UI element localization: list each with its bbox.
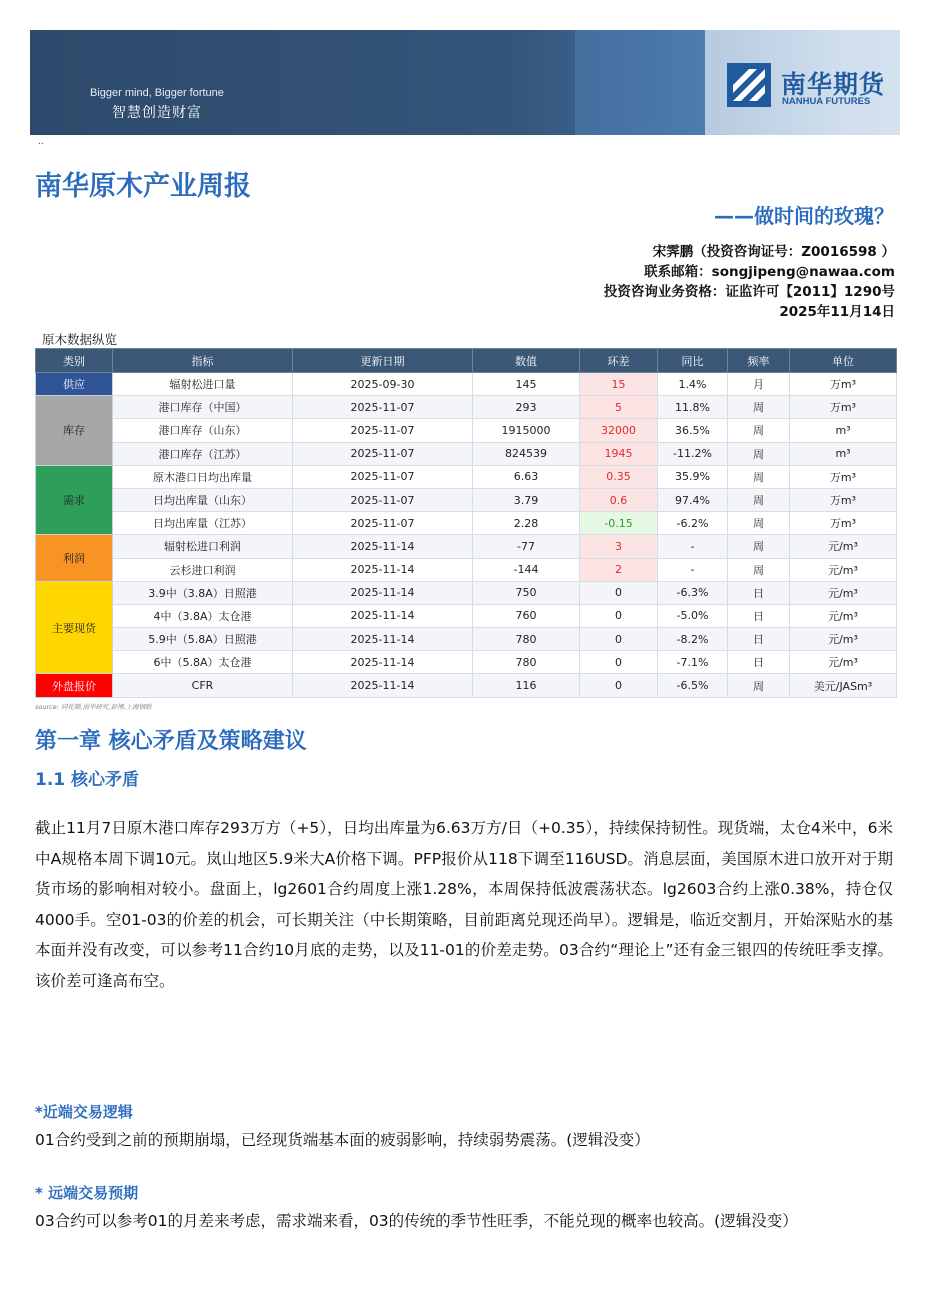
frequency-cell: 日 xyxy=(728,628,790,651)
unit-cell: 万m³ xyxy=(790,512,897,535)
change-cell: 0 xyxy=(580,628,658,651)
category-cell: 供应 xyxy=(36,373,113,396)
table-row xyxy=(36,581,897,604)
indicator-cell: 6中（5.8A）太仓港 xyxy=(113,651,293,674)
far-logic-heading: * 远端交易预期 xyxy=(35,1184,139,1202)
indicator-cell: 4中（3.8A）太仓港 xyxy=(113,604,293,627)
table-row xyxy=(36,442,897,465)
frequency-cell: 周 xyxy=(728,419,790,442)
unit-cell: 元/m³ xyxy=(790,535,897,558)
value-cell: 760 xyxy=(473,604,580,627)
table-caption: 原木数据纵览 xyxy=(42,332,118,347)
frequency-cell: 周 xyxy=(728,488,790,511)
yoy-cell: - xyxy=(658,558,728,581)
unit-cell: m³ xyxy=(790,419,897,442)
yoy-cell: 36.5% xyxy=(658,419,728,442)
change-cell: 1945 xyxy=(580,442,658,465)
header-cell: 更新日期 xyxy=(293,349,473,373)
category-cell: 需求 xyxy=(36,465,113,535)
table-row xyxy=(36,651,897,674)
logo-name-en: NANHUA FUTURES xyxy=(782,96,871,107)
header-banner xyxy=(30,30,900,135)
table-row xyxy=(36,396,897,419)
report-date: 2025年11月14日 xyxy=(779,304,895,320)
table-row xyxy=(36,465,897,488)
header-cell: 频率 xyxy=(728,349,790,373)
logo-mark-icon xyxy=(727,63,771,107)
change-cell: 0 xyxy=(580,674,658,697)
banner-stripe xyxy=(575,30,705,135)
value-cell: 145 xyxy=(473,373,580,396)
yoy-cell: 97.4% xyxy=(658,488,728,511)
change-cell: 3 xyxy=(580,535,658,558)
change-cell: 32000 xyxy=(580,419,658,442)
frequency-cell: 周 xyxy=(728,535,790,558)
author-license: 投资咨询业务资格：证监许可【2011】1290号 xyxy=(603,284,895,300)
yoy-cell: -5.0% xyxy=(658,604,728,627)
table-row xyxy=(36,674,897,697)
unit-cell: 元/m³ xyxy=(790,651,897,674)
value-cell: 3.79 xyxy=(473,488,580,511)
unit-cell: 万m³ xyxy=(790,465,897,488)
change-cell: 15 xyxy=(580,373,658,396)
change-cell: 0.6 xyxy=(580,488,658,511)
author-name: 宋霁鹏（投资咨询证号：Z0016598 ） xyxy=(652,244,895,260)
yoy-cell: -11.2% xyxy=(658,442,728,465)
yoy-cell: -6.2% xyxy=(658,512,728,535)
header-cell: 类别 xyxy=(36,349,113,373)
section-heading: 1.1 核心矛盾 xyxy=(35,770,140,790)
change-cell: 5 xyxy=(580,396,658,419)
indicator-cell: 辐射松进口量 xyxy=(113,373,293,396)
value-cell: 824539 xyxy=(473,442,580,465)
date-cell: 2025-11-14 xyxy=(293,581,473,604)
frequency-cell: 周 xyxy=(728,396,790,419)
header-cell: 指标 xyxy=(113,349,293,373)
unit-cell: 元/m³ xyxy=(790,581,897,604)
value-cell: 293 xyxy=(473,396,580,419)
value-cell: 1915000 xyxy=(473,419,580,442)
author-block xyxy=(604,242,895,322)
change-cell: 0 xyxy=(580,604,658,627)
unit-cell: 元/m³ xyxy=(790,628,897,651)
unit-cell: 万m³ xyxy=(790,396,897,419)
header-cell: 环差 xyxy=(580,349,658,373)
header-cell: 同比 xyxy=(658,349,728,373)
report-subtitle: ——做时间的玫瑰？ xyxy=(714,204,894,228)
value-cell: 750 xyxy=(473,581,580,604)
table-source: source: 同花顺,南华研究,彭博,上海钢联 xyxy=(35,703,152,711)
frequency-cell: 月 xyxy=(728,373,790,396)
table-header-row xyxy=(36,349,897,373)
frequency-cell: 日 xyxy=(728,581,790,604)
near-logic-heading: *近端交易逻辑 xyxy=(35,1103,133,1121)
value-cell: -77 xyxy=(473,535,580,558)
near-logic-text: 01合约受到之前的预期崩塌，已经现货端基本面的疲弱影响，持续弱势震荡。(逻辑没变） xyxy=(35,1131,650,1149)
table-row xyxy=(36,488,897,511)
unit-cell: 元/m³ xyxy=(790,558,897,581)
date-cell: 2025-11-07 xyxy=(293,465,473,488)
table-row xyxy=(36,512,897,535)
report-title: 南华原木产业周报 xyxy=(35,171,251,202)
value-cell: 780 xyxy=(473,651,580,674)
indicator-cell: 港口库存（山东） xyxy=(113,419,293,442)
core-analysis-paragraph: 截止11月7日原木港口库存293万方（+5），日均出库量为6.63万方/日（+0.35），持续保持韧性。现货端，太仓4米中，6米中A规格本周下调10元。岚山地区5.9米大A价格下调。PFP报价从118下调至116USD。消息层面，美国原木进口放开对于期货市场的影响相对较小。盘面上，lg2601合约周度上涨1.28%，本周保持低波震荡状态。lg2603合约上涨0.38%，持仓仅4000手。空01-03的价差的机会，可长期关注（中长期策略，目前距离兑现还尚早）。逻辑是，临近交割月，开始深贴水的基本面并没有改变，可以参考11合约10月底的走势，以及11-01的价差走势。03合约“理论上”还有金三银四的传统旺季支撑。该价差可逢高布空。 xyxy=(35,819,893,990)
frequency-cell: 周 xyxy=(728,674,790,697)
yoy-cell: -6.5% xyxy=(658,674,728,697)
value-cell: 6.63 xyxy=(473,465,580,488)
value-cell: 780 xyxy=(473,628,580,651)
page-marker: .. xyxy=(38,137,44,147)
category-cell: 库存 xyxy=(36,396,113,466)
frequency-cell: 日 xyxy=(728,651,790,674)
yoy-cell: 1.4% xyxy=(658,373,728,396)
indicator-cell: 3.9中（3.8A）日照港 xyxy=(113,581,293,604)
category-cell: 外盘报价 xyxy=(36,674,113,697)
change-cell: 2 xyxy=(580,558,658,581)
yoy-cell: 11.8% xyxy=(658,396,728,419)
date-cell: 2025-11-14 xyxy=(293,628,473,651)
unit-cell: 美元/JASm³ xyxy=(790,674,897,697)
indicator-cell: CFR xyxy=(113,674,293,697)
date-cell: 2025-11-07 xyxy=(293,442,473,465)
date-cell: 2025-11-14 xyxy=(293,604,473,627)
frequency-cell: 周 xyxy=(728,558,790,581)
change-cell: 0.35 xyxy=(580,465,658,488)
date-cell: 2025-11-14 xyxy=(293,651,473,674)
header-cell: 单位 xyxy=(790,349,897,373)
table-row xyxy=(36,604,897,627)
date-cell: 2025-11-07 xyxy=(293,488,473,511)
value-cell: 2.28 xyxy=(473,512,580,535)
yoy-cell: 35.9% xyxy=(658,465,728,488)
table-row xyxy=(36,628,897,651)
far-logic-text: 03合约可以参考01的月差来考虑，需求端来看，03的传统的季节性旺季，不能兑现的概率也较高。(逻辑没变） xyxy=(35,1212,798,1230)
value-cell: -144 xyxy=(473,558,580,581)
chapter-heading: 第一章 核心矛盾及策略建议 xyxy=(35,729,307,754)
date-cell: 2025-11-07 xyxy=(293,396,473,419)
category-cell: 主要现货 xyxy=(36,581,113,674)
category-cell: 利润 xyxy=(36,535,113,581)
yoy-cell: - xyxy=(658,535,728,558)
frequency-cell: 日 xyxy=(728,604,790,627)
value-cell: 116 xyxy=(473,674,580,697)
change-cell: 0 xyxy=(580,581,658,604)
unit-cell: 元/m³ xyxy=(790,604,897,627)
table-row xyxy=(36,419,897,442)
indicator-cell: 云杉进口利润 xyxy=(113,558,293,581)
indicator-cell: 原木港口日均出库量 xyxy=(113,465,293,488)
date-cell: 2025-11-14 xyxy=(293,558,473,581)
header-cell: 数值 xyxy=(473,349,580,373)
company-logo xyxy=(727,63,887,111)
frequency-cell: 周 xyxy=(728,442,790,465)
date-cell: 2025-11-14 xyxy=(293,535,473,558)
date-cell: 2025-09-30 xyxy=(293,373,473,396)
indicator-cell: 5.9中（5.8A）日照港 xyxy=(113,628,293,651)
indicator-cell: 日均出库量（山东） xyxy=(113,488,293,511)
indicator-cell: 港口库存（江苏） xyxy=(113,442,293,465)
logo-name-cn: 南华期货 xyxy=(781,70,886,99)
date-cell: 2025-11-07 xyxy=(293,512,473,535)
unit-cell: m³ xyxy=(790,442,897,465)
yoy-cell: -6.3% xyxy=(658,581,728,604)
yoy-cell: -8.2% xyxy=(658,628,728,651)
yoy-cell: -7.1% xyxy=(658,651,728,674)
change-cell: -0.15 xyxy=(580,512,658,535)
date-cell: 2025-11-14 xyxy=(293,674,473,697)
table-row xyxy=(36,558,897,581)
author-email: 联系邮箱：songjipeng@nawaa.com xyxy=(644,264,895,280)
change-cell: 0 xyxy=(580,651,658,674)
table-row xyxy=(36,373,897,396)
frequency-cell: 周 xyxy=(728,465,790,488)
slogan-cn: 智慧创造财富 xyxy=(112,105,202,121)
frequency-cell: 周 xyxy=(728,512,790,535)
log-data-table xyxy=(35,348,897,698)
indicator-cell: 日均出库量（江苏） xyxy=(113,512,293,535)
indicator-cell: 辐射松进口利润 xyxy=(113,535,293,558)
table-row xyxy=(36,535,897,558)
indicator-cell: 港口库存（中国） xyxy=(113,396,293,419)
unit-cell: 万m³ xyxy=(790,373,897,396)
unit-cell: 万m³ xyxy=(790,488,897,511)
date-cell: 2025-11-07 xyxy=(293,419,473,442)
slogan-en: Bigger mind, Bigger fortune xyxy=(90,87,224,99)
